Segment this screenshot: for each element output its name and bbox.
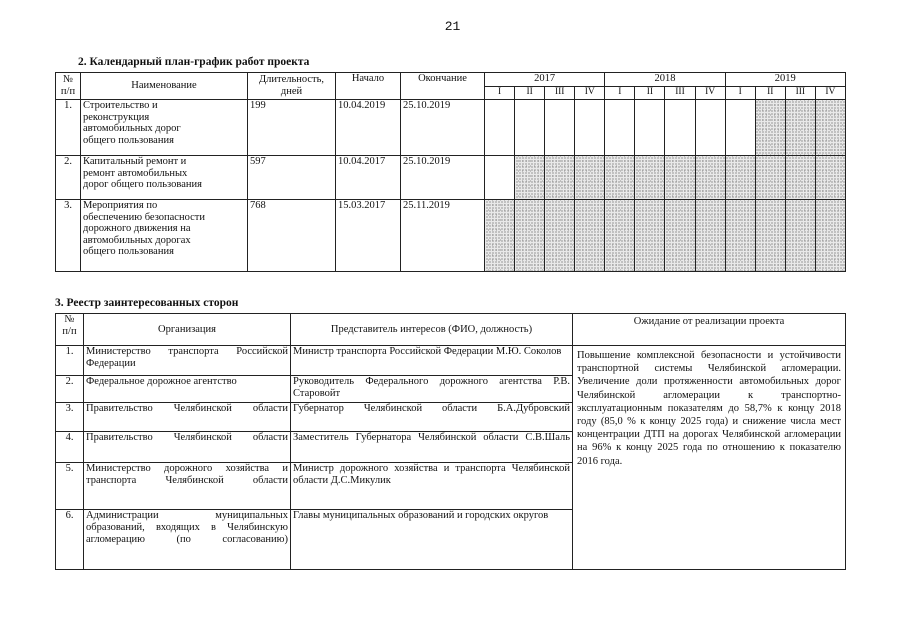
gantt-cell-active	[785, 156, 815, 200]
stakeholder-org: Министерство транспорта Российской Федерации	[84, 346, 291, 376]
gantt-cell-active	[635, 200, 665, 272]
schedule-row-name	[81, 100, 248, 156]
gantt-cell-active	[575, 156, 605, 200]
schedule-row-end: 25.11.2019	[401, 200, 485, 272]
gantt-cell	[515, 100, 545, 156]
schedule-row-start: 10.04.2017	[336, 156, 401, 200]
section-2-title: 2. Календарный план-график работ проекта	[78, 56, 310, 68]
stakeholder-num: 4.	[56, 432, 84, 463]
stakeholder-rep: Министр транспорта Российской Федерации М.Ю. Соколов	[291, 346, 573, 376]
gantt-cell	[605, 100, 635, 156]
gantt-cell-active	[605, 156, 635, 200]
schedule-header-end: Окончание	[401, 73, 485, 100]
schedule-row-name-line: дорог общего пользования	[83, 179, 202, 191]
stakeholder-num: 5.	[56, 463, 84, 510]
gantt-cell-active	[695, 156, 725, 200]
schedule-table	[55, 72, 846, 272]
stakeholder-num: 3.	[56, 403, 84, 432]
schedule-row-num: 1.	[56, 100, 81, 156]
quarter-header: I	[485, 87, 515, 100]
gantt-cell-active	[545, 156, 575, 200]
gantt-cell	[545, 100, 575, 156]
stakeholder-org: Правительство Челябинской области	[84, 432, 291, 463]
schedule-row-name-line: Мероприятия по	[83, 200, 158, 211]
schedule-row-start: 15.03.2017	[336, 200, 401, 272]
gantt-cell	[695, 100, 725, 156]
gantt-cell	[665, 100, 695, 156]
gantt-cell-active	[725, 156, 755, 200]
schedule-header-name: Наименование	[81, 73, 248, 100]
gantt-cell-active	[755, 200, 785, 272]
quarter-header: I	[725, 87, 755, 100]
quarter-header: III	[665, 87, 695, 100]
schedule-row-num: 2.	[56, 156, 81, 200]
quarter-header: III	[545, 87, 575, 100]
section-3-title: 3. Реестр заинтересованных сторон	[55, 297, 239, 309]
quarter-header: IV	[575, 87, 605, 100]
stakeholder-org: Администрации муниципальных образований, входящих в Челябинскую агломерацию (по согласованию)	[84, 510, 291, 570]
gantt-cell-active	[575, 200, 605, 272]
stakeholders-header-num: № п/п	[56, 314, 84, 346]
gantt-cell	[485, 100, 515, 156]
schedule-row-duration: 597	[248, 156, 336, 200]
schedule-row-name-line: обеспечению безопасности	[83, 211, 205, 223]
schedule-row-name-line: реконструкция	[83, 111, 150, 123]
schedule-header-start: Начало	[336, 73, 401, 100]
schedule-header-duration: Длительность, дней	[248, 73, 336, 100]
gantt-cell-active	[755, 100, 785, 156]
year-header-2019: 2019	[725, 73, 845, 87]
stakeholder-rep: Руководитель Федерального дорожного агентства Р.В. Старовойт	[291, 376, 573, 403]
schedule-row-name-line: автомобильных дорогах	[83, 234, 191, 246]
schedule-row-num: 3.	[56, 200, 81, 272]
gantt-cell-active	[785, 200, 815, 272]
schedule-row-duration: 768	[248, 200, 336, 272]
stakeholder-rep: Заместитель Губернатора Челябинской области С.В.Шаль	[291, 432, 573, 463]
quarter-header: II	[515, 87, 545, 100]
quarter-header: II	[635, 87, 665, 100]
quarter-header: III	[785, 87, 815, 100]
gantt-cell	[635, 100, 665, 156]
gantt-cell-active	[545, 200, 575, 272]
stakeholders-table	[55, 313, 846, 570]
gantt-cell-active	[515, 156, 545, 200]
stakeholder-org: Правительство Челябинской области	[84, 403, 291, 432]
schedule-row-name	[81, 200, 248, 272]
schedule-row-end: 25.10.2019	[401, 156, 485, 200]
schedule-row-start: 10.04.2019	[336, 100, 401, 156]
gantt-cell-active	[665, 156, 695, 200]
schedule-row-name	[81, 156, 248, 200]
stakeholders-header-rep: Представитель интересов (ФИО, должность)	[291, 314, 573, 346]
gantt-cell-active	[755, 156, 785, 200]
quarter-header: I	[605, 87, 635, 100]
gantt-cell-active	[785, 100, 815, 156]
gantt-cell-active	[485, 200, 515, 272]
stakeholder-num: 6.	[56, 510, 84, 570]
gantt-cell-active	[815, 156, 845, 200]
schedule-row-name-line: дорожного движения на	[83, 223, 191, 235]
quarter-header: IV	[815, 87, 845, 100]
stakeholders-header-org: Организация	[84, 314, 291, 346]
gantt-cell-active	[725, 200, 755, 272]
gantt-cell	[485, 156, 515, 200]
schedule-row-name-line: общего пользования	[83, 134, 174, 146]
stakeholder-num: 1.	[56, 346, 84, 376]
page-number: 21	[444, 19, 461, 34]
stakeholder-rep: Министр дорожного хозяйства и транспорта Челябинской области Д.С.Микулик	[291, 463, 573, 510]
gantt-cell-active	[665, 200, 695, 272]
quarter-header: II	[755, 87, 785, 100]
gantt-cell-active	[815, 100, 845, 156]
gantt-cell-active	[695, 200, 725, 272]
schedule-row-name-line: автомобильных дорог	[83, 123, 181, 135]
stakeholder-rep: Главы муниципальных образований и городских округов	[291, 510, 573, 570]
stakeholder-rep: Губернатор Челябинской области Б.А.Дубровский	[291, 403, 573, 432]
gantt-cell	[575, 100, 605, 156]
stakeholder-org: Министерство дорожного хозяйства и транспорта Челябинской области	[84, 463, 291, 510]
year-header-2017: 2017	[485, 73, 605, 87]
stakeholders-header-expectation: Ожидание от реализации проекта	[573, 314, 846, 346]
stakeholders-expectation: Повышение комплексной безопасности и устойчивости транспортной системы Челябинской агломерации. Увеличение доли протяженности автомобильных дорог Челябинской агломерации к транспортно-эксплуатационным показателям до 58,7% к концу 2018 году (85,0 % к концу 2025 года) и снижение числа мест концентрации ДТП на дорогах Челябинской агломерации на 96% к концу 2025 года по отношению к показателю 2016 года.	[573, 346, 846, 570]
schedule-row-end: 25.10.2019	[401, 100, 485, 156]
stakeholder-org: Федеральное дорожное агентство	[84, 376, 291, 403]
schedule-row-name-line: общего пользования	[83, 246, 174, 258]
schedule-row-name-line: Строительство и	[83, 100, 158, 111]
stakeholder-num: 2.	[56, 376, 84, 403]
gantt-cell	[725, 100, 755, 156]
gantt-cell-active	[635, 156, 665, 200]
schedule-row-name-line: Капитальный ремонт и	[83, 156, 187, 167]
gantt-cell-active	[515, 200, 545, 272]
schedule-header-num: № п/п	[56, 73, 81, 100]
year-header-2018: 2018	[605, 73, 725, 87]
schedule-row-name-line: ремонт автомобильных	[83, 167, 188, 179]
gantt-cell-active	[815, 200, 845, 272]
schedule-row-duration: 199	[248, 100, 336, 156]
quarter-header: IV	[695, 87, 725, 100]
gantt-cell-active	[605, 200, 635, 272]
